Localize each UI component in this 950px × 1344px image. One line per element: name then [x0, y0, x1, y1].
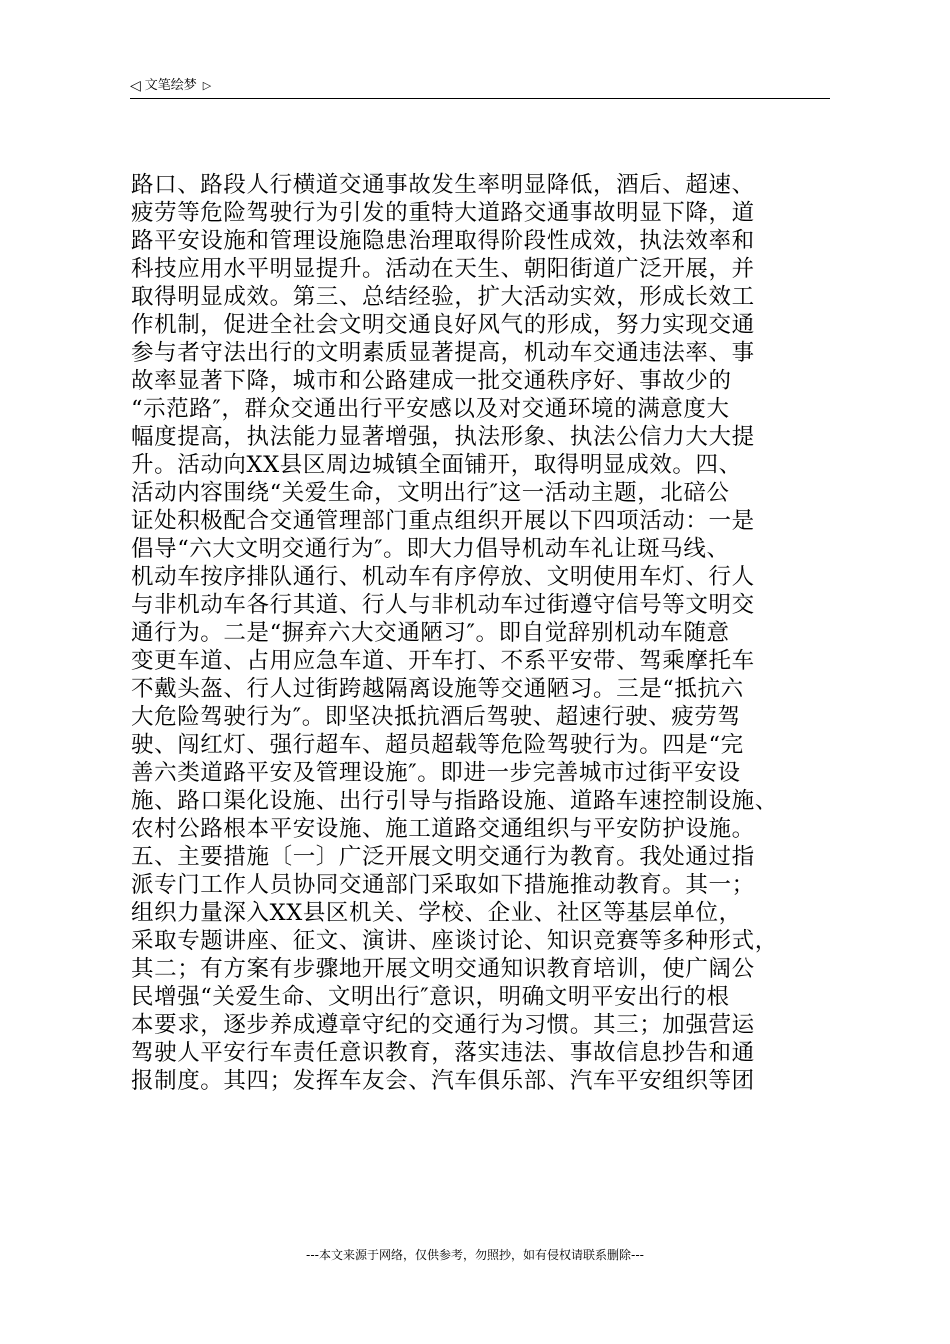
text-line: 通行为。二是“摒弃六大交通陋习″。即自觉辞别机动车随意 — [131, 620, 730, 646]
text-line: 幅度提高，执法能力显著增强，执法形象、执法公信力大大提 — [131, 424, 755, 450]
text-line: 路平安设施和管理设施隐患治理取得阶段性成效，执法效率和 — [131, 228, 755, 254]
triangle-left-icon: ◁ — [130, 78, 141, 94]
text-line: “示范路″，群众交通出行平安感以及对交通环境的满意度大 — [131, 396, 730, 422]
text-line: 组织力量深入XX县区机关、学校、企业、社区等基层单位， — [131, 900, 742, 926]
text-line: 变更车道、占用应急车道、开车打、不系平安带、驾乘摩托车 — [131, 648, 755, 674]
triangle-right-icon: ▷ — [202, 79, 212, 92]
text-line: 大危险驾驶行为″。即坚决抵抗酒后驾驶、超速行驶、疲劳驾 — [131, 704, 741, 730]
text-line: 故率显著下降，城市和公路建成一批交通秩序好、事故少的 — [131, 368, 732, 394]
text-line: 五、主要措施〔一〕广泛开展文明交通行为教育。我处通过指 — [131, 844, 755, 870]
text-line: 善六类道路平安及管理设施″。即进一步完善城市过街平安设 — [131, 760, 741, 786]
text-line: 其二；有方案有步骤地开展文明交通知识教育培训，使广阔公 — [131, 956, 755, 982]
text-line: 作机制，促进全社会文明交通良好风气的形成，努力实现交通 — [131, 312, 755, 338]
text-line: 升。活动向XX县区周边城镇全面铺开，取得明显成效。四、 — [131, 452, 742, 478]
text-line: 取得明显成效。第三、总结经验，扩大活动实效，形成长效工 — [131, 284, 755, 310]
text-line: 派专门工作人员协同交通部门采取如下措施推动教育。其一； — [131, 872, 755, 898]
text-line: 不戴头盔、行人过街跨越隔离设施等交通陋习。三是“抵抗六 — [131, 676, 744, 702]
document-body — [131, 171, 821, 1095]
header-title: 文笔绘梦 — [144, 78, 197, 93]
text-line: 报制度。其四；发挥车友会、汽车俱乐部、汽车平安组织等团 — [131, 1068, 755, 1094]
text-line: 路口、路段人行横道交通事故发生率明显降低，酒后、超速、 — [131, 172, 755, 198]
text-line: 本要求，逐步养成遵章守纪的交通行为习惯。其三；加强营运 — [131, 1012, 755, 1038]
text-line: 驶、闯红灯、强行超车、超员超载等危险驾驶行为。四是“完 — [131, 732, 744, 758]
text-line: 疲劳等危险驾驶行为引发的重特大道路交通事故明显下降，道 — [131, 200, 755, 226]
text-line: 农村公路根本平安设施、施工道路交通组织与平安防护设施。 — [131, 816, 755, 842]
text-line: 施、路口渠化设施、出行引导与指路设施、道路车速控制设施、 — [131, 788, 778, 814]
text-line: 机动车按序排队通行、机动车有序停放、文明使用车灯、行人 — [131, 564, 755, 590]
text-line: 倡导“六大文明交通行为″。即大力倡导机动车礼让斑马线、 — [131, 536, 730, 562]
text-line: 采取专题讲座、征文、演讲、座谈讨论、知识竞赛等多种形式， — [131, 928, 778, 954]
text-line: 活动内容围绕“关爱生命，文明出行″这一活动主题，北碚公 — [131, 480, 730, 506]
text-line: 民增强“关爱生命、文明出行″意识，明确文明平安出行的根 — [131, 984, 730, 1010]
page-header — [130, 74, 830, 99]
text-line: 驾驶人平安行车责任意识教育，落实违法、事故信息抄告和通 — [131, 1040, 755, 1066]
text-line: 科技应用水平明显提升。活动在天生、朝阳街道广泛开展，并 — [131, 256, 755, 282]
text-line: 与非机动车各行其道、行人与非机动车过街遵守信号等文明交 — [131, 592, 755, 618]
footer-disclaimer: ---本文来源于网络，仅供参考，勿照抄，如有侵权请联系删除--- — [306, 1248, 644, 1262]
text-line: 证处积极配合交通管理部门重点组织开展以下四项活动：一是 — [131, 508, 755, 534]
text-line: 参与者守法出行的文明素质显著提高，机动车交通违法率、事 — [131, 340, 755, 366]
